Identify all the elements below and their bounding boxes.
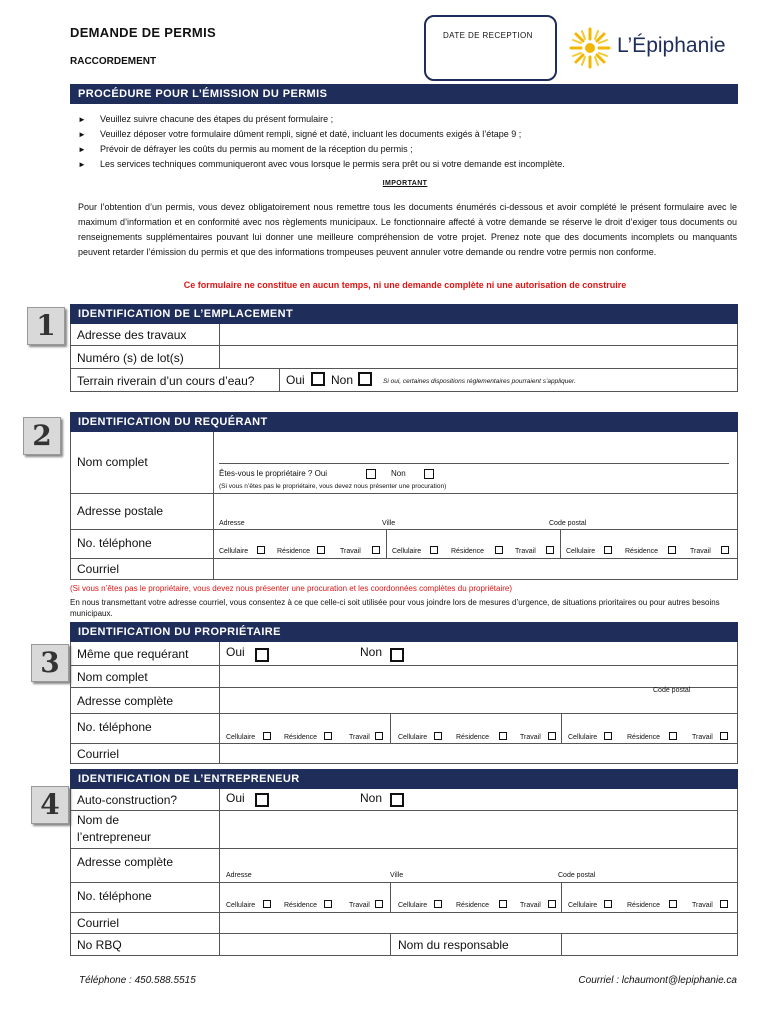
procedure-header: PROCÉDURE POUR L’ÉMISSION DU PERMIS [70, 84, 738, 104]
tel3-cell-checkbox[interactable] [604, 546, 612, 554]
form-subtitle: RACCORDEMENT [70, 56, 157, 67]
section-number-2: 2 [23, 417, 61, 455]
requerant-nom-row[interactable] [71, 432, 737, 494]
adresse-travaux-row[interactable] [71, 324, 737, 346]
adresse-travaux-label: Adresse des travaux [77, 328, 187, 342]
auto-non-label: Non [360, 791, 383, 805]
entrepreneur-nom-label-2: l’entrepreneur [77, 830, 152, 844]
meme-oui-label: Oui [226, 645, 245, 659]
section-1-grid [70, 324, 738, 392]
requerant-adresse-label: Adresse postale [77, 504, 164, 518]
ptel2-trav-checkbox[interactable] [548, 732, 556, 740]
auto-non-checkbox[interactable] [390, 793, 404, 807]
requerant-courriel-row[interactable] [71, 559, 737, 580]
important-paragraph: Pour l’obtention d’un permis, vous devez obligatoirement nous remettre tous les documents énumérés ci-dessous et avoir complété le présent formulaire avec le maximum d’information et en conformité avec nos règlements municipaux. Le fonctionnaire affecté à votre demande se réserve le droit d’exiger tous documents ou renseignements supplémentaires pouvant lui donner une meilleure compréhension de votre projet. Prenez note que des documents incomplets ou manquants peuvent retarder l’émission du permis et que des informations trompeuses peuvent annuler votre demande ou rendre votre permis non conforme. [78, 202, 737, 257]
section-number-4: 4 [31, 786, 69, 824]
ptel1-trav-label: Travail [349, 734, 370, 741]
ptel3-res-label: Résidence [627, 734, 661, 741]
ptel3-cell-checkbox[interactable] [604, 732, 612, 740]
riverain-non-checkbox[interactable] [358, 372, 372, 386]
sunburst-icon [568, 26, 612, 70]
footer-phone: Téléphone : 450.588.5515 [79, 975, 196, 986]
ptel1-cell-label: Cellulaire [226, 734, 256, 741]
entrepreneur-courriel-row[interactable] [71, 913, 737, 934]
tel1-cell-checkbox[interactable] [257, 546, 265, 554]
tel1-trav-checkbox[interactable] [372, 546, 380, 554]
tel3-cell-label: Cellulaire [566, 548, 596, 555]
meme-oui-checkbox[interactable] [255, 648, 269, 662]
section-3-header: IDENTIFICATION DU PROPRIÉTAIRE [70, 622, 738, 642]
ptel1-trav-checkbox[interactable] [375, 732, 383, 740]
etel2-cell-label: Cellulaire [398, 902, 428, 909]
entrepreneur-tel-label: No. téléphone [77, 889, 152, 903]
riverain-label: Terrain riverain d’un cours d’eau? [77, 374, 255, 388]
etel3-cell-label: Cellulaire [568, 902, 598, 909]
rbq-row[interactable] [71, 934, 737, 956]
tel1-res-label: Résidence [277, 548, 311, 555]
entrepreneur-adresse-sub: Adresse [226, 872, 252, 879]
entrepreneur-nom-row[interactable] [71, 811, 737, 849]
responsable-label: Nom du responsable [398, 938, 509, 952]
procedure-item: ► Les services techniques communiqueront avec vous lorsque le permis sera prêt ou si votre demande est incomplète. [78, 157, 738, 172]
etel2-trav-checkbox[interactable] [548, 900, 556, 908]
entrepreneur-courriel-label: Courriel [77, 916, 120, 930]
entrepreneur-tel-row[interactable] [71, 883, 737, 913]
riverain-row [71, 369, 737, 392]
proprietaire-nom-row[interactable] [71, 666, 737, 688]
etel1-trav-checkbox[interactable] [375, 900, 383, 908]
tel2-trav-checkbox[interactable] [546, 546, 554, 554]
ptel3-cell-label: Cellulaire [568, 734, 598, 741]
requerant-nom-label: Nom complet [77, 455, 148, 469]
requerant-ville-sub: Ville [382, 520, 396, 527]
tel1-res-checkbox[interactable] [317, 546, 325, 554]
tel2-res-label: Résidence [451, 548, 485, 555]
date-reception-box[interactable] [424, 15, 557, 81]
etel3-trav-checkbox[interactable] [720, 900, 728, 908]
etel3-res-label: Résidence [627, 902, 661, 909]
section-number-3: 3 [31, 644, 69, 682]
entrepreneur-adresse-row[interactable] [71, 849, 737, 883]
courriel-consent-note: En nous transmettant votre adresse courriel, vous consentez à ce que celle-ci soit utilisée pour vous joindre lors de mesures d’urgence, de situations prioritaires ou pour autres besoins municipaux. [70, 598, 720, 618]
tel1-trav-label: Travail [340, 548, 361, 555]
etel2-cell-checkbox[interactable] [434, 900, 442, 908]
tel2-cell-checkbox[interactable] [430, 546, 438, 554]
etel2-trav-label: Travail [520, 902, 541, 909]
tel2-trav-label: Travail [515, 548, 536, 555]
meme-non-label: Non [360, 645, 383, 659]
ptel3-res-checkbox[interactable] [669, 732, 677, 740]
auto-construction-row [71, 789, 737, 811]
riverain-oui-label: Oui [286, 373, 305, 387]
etel2-res-label: Résidence [456, 902, 490, 909]
requerant-adresse-sub: Adresse [219, 520, 245, 527]
tel2-res-checkbox[interactable] [495, 546, 503, 554]
etel1-trav-label: Travail [349, 902, 370, 909]
requerant-courriel-label: Courriel [77, 562, 120, 576]
ptel3-trav-label: Travail [692, 734, 713, 741]
section-4-header: IDENTIFICATION DE L’ENTREPRENEUR [70, 769, 738, 789]
ptel2-trav-label: Travail [520, 734, 541, 741]
warning-text: Ce formulaire ne constitue en aucun temps, ni une demande complète ni une autorisation de construire [183, 280, 627, 290]
etel2-res-checkbox[interactable] [499, 900, 507, 908]
section-3-grid [70, 642, 738, 764]
auto-oui-checkbox[interactable] [255, 793, 269, 807]
etel1-cell-label: Cellulaire [226, 902, 256, 909]
tel3-res-checkbox[interactable] [668, 546, 676, 554]
auto-construction-label: Auto-construction? [77, 793, 178, 807]
etel3-trav-label: Travail [692, 902, 713, 909]
section-4-grid [70, 789, 738, 956]
procedure-list [78, 112, 738, 172]
meme-requerant-row [71, 642, 737, 666]
proprietaire-non-checkbox[interactable] [424, 469, 434, 479]
requerant-cp-sub: Code postal [549, 520, 587, 527]
proprietaire-courriel-label: Courriel [77, 747, 120, 761]
proprietaire-courriel-row[interactable] [71, 744, 737, 764]
ptel2-res-label: Résidence [456, 734, 490, 741]
tel3-trav-checkbox[interactable] [721, 546, 729, 554]
lot-row[interactable] [71, 346, 737, 369]
etel3-cell-checkbox[interactable] [604, 900, 612, 908]
proprietaire-cp-sub: Code postal [653, 687, 691, 694]
entrepreneur-ville-sub: Ville [390, 872, 404, 879]
section-2-grid [70, 432, 738, 580]
logo-text: L’Épiphanie [617, 34, 726, 57]
proprietaire-question: Êtes-vous le propriétaire ? Oui [219, 469, 328, 478]
section-2-header: IDENTIFICATION DU REQUÉRANT [70, 412, 738, 432]
procedure-item: ► Veuillez suivre chacune des étapes du présent formulaire ; [78, 112, 738, 127]
riverain-oui-checkbox[interactable] [311, 372, 325, 386]
proprietaire-adresse-label: Adresse complète [77, 694, 174, 708]
meme-requerant-label: Même que requérant [77, 647, 189, 661]
ptel2-cell-checkbox[interactable] [434, 732, 442, 740]
ptel2-res-checkbox[interactable] [499, 732, 507, 740]
proprietaire-adresse-row[interactable] [71, 688, 737, 714]
epiphanie-logo [568, 26, 738, 70]
auto-oui-label: Oui [226, 791, 245, 805]
ptel1-res-checkbox[interactable] [324, 732, 332, 740]
section-1-header: IDENTIFICATION DE L’EMPLACEMENT [70, 304, 738, 324]
procuration-note: (Si vous n’êtes pas le propriétaire, vous devez nous présenter une procuration et les coordonnées complètes du propriétaire) [70, 584, 513, 593]
etel1-res-label: Résidence [284, 902, 318, 909]
tel2-cell-label: Cellulaire [392, 548, 422, 555]
etel1-cell-checkbox[interactable] [263, 900, 271, 908]
ptel1-res-label: Résidence [284, 734, 318, 741]
date-reception-label: DATE DE RECEPTION [443, 31, 533, 40]
proprietaire-nom-label: Nom complet [77, 670, 148, 684]
etel3-res-checkbox[interactable] [669, 900, 677, 908]
etel1-res-checkbox[interactable] [324, 900, 332, 908]
proprietaire-note: (Si vous n’êtes pas le propriétaire, vous devez nous présenter une procuration) [219, 483, 447, 490]
tel1-cell-label: Cellulaire [219, 548, 249, 555]
rbq-label: No RBQ [77, 938, 122, 952]
tel3-res-label: Résidence [625, 548, 659, 555]
proprietaire-tel-label: No. téléphone [77, 720, 152, 734]
important-heading: IMPORTANT [382, 180, 428, 187]
proprietaire-tel-row[interactable] [71, 714, 737, 744]
proprietaire-non-label: Non [391, 469, 406, 478]
riverain-note: Si oui, certaines dispositions réglementaires pourraient s’appliquer. [383, 378, 576, 385]
section-number-1: 1 [27, 307, 65, 345]
meme-non-checkbox[interactable] [390, 648, 404, 662]
ptel2-cell-label: Cellulaire [398, 734, 428, 741]
footer-email: Courriel : lchaumont@lepiphanie.ca [578, 975, 737, 986]
requerant-nom-line [219, 463, 729, 464]
requerant-tel-label: No. téléphone [77, 536, 152, 550]
ptel3-trav-checkbox[interactable] [720, 732, 728, 740]
form-title: DEMANDE DE PERMIS [70, 25, 216, 40]
ptel1-cell-checkbox[interactable] [263, 732, 271, 740]
procedure-item: ► Prévoir de défrayer les coûts du permis au moment de la réception du permis ; [78, 142, 738, 157]
lot-label: Numéro (s) de lot(s) [77, 351, 184, 365]
requerant-adresse-row[interactable] [71, 494, 737, 530]
tel3-trav-label: Travail [690, 548, 711, 555]
entrepreneur-adresse-label: Adresse complète [77, 855, 174, 869]
entrepreneur-cp-sub: Code postal [558, 872, 596, 879]
entrepreneur-nom-label-1: Nom de [77, 813, 120, 827]
proprietaire-oui-checkbox[interactable] [366, 469, 376, 479]
riverain-non-label: Non [331, 373, 354, 387]
requerant-tel-row[interactable] [71, 530, 737, 559]
procedure-item: ► Veuillez déposer votre formulaire dûment rempli, signé et daté, incluant les documents exigés à l’étape 9 ; [78, 127, 738, 142]
